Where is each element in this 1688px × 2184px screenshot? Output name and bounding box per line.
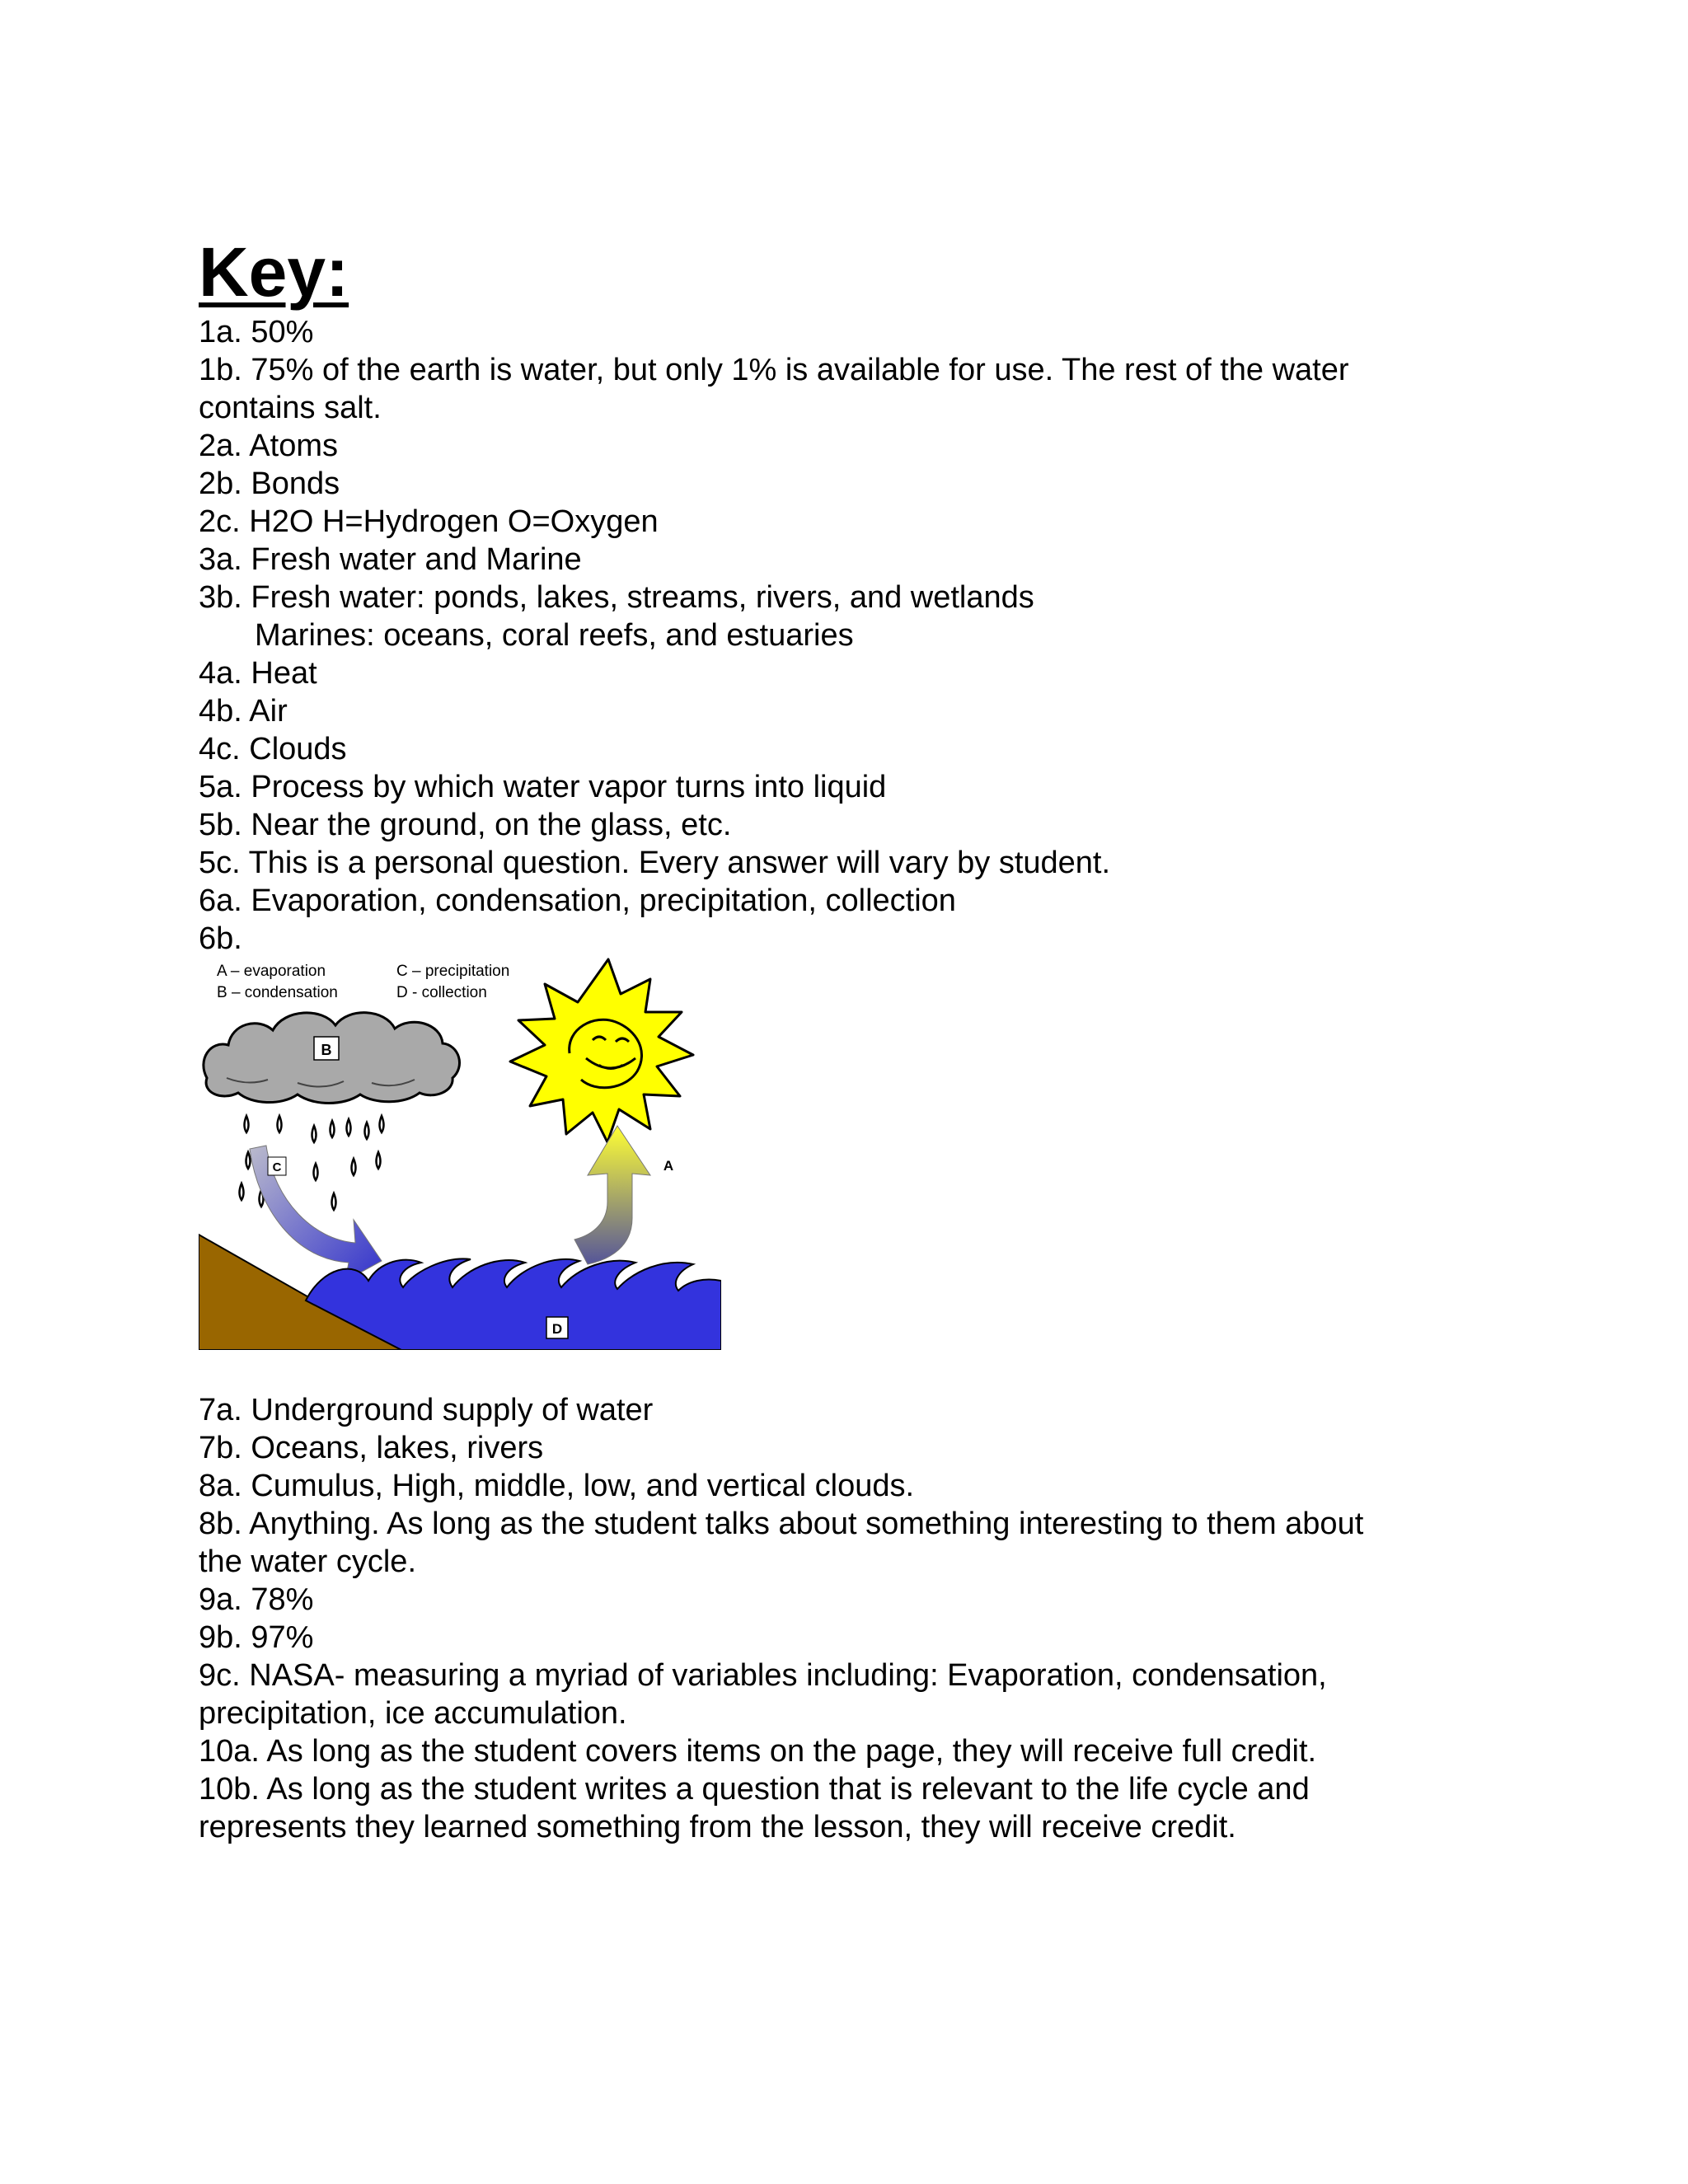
water-cycle-svg: [199, 954, 721, 1350]
key-title: Key:: [199, 233, 349, 311]
answer-10b: 10b. As long as the student writes a question that is relevant to the life cycle and: [199, 1772, 1310, 1807]
answer-10a: 10a. As long as the student covers items on the page, they will receive full credit.: [199, 1734, 1317, 1769]
answer-8b-cont: the water cycle.: [199, 1544, 416, 1579]
answer-5a: 5a. Process by which water vapor turns into liquid: [199, 770, 887, 804]
answers-top: [199, 313, 1484, 958]
label-d: D: [551, 1321, 563, 1337]
evaporation-arrow: [574, 1126, 673, 1264]
label-b: B: [321, 1042, 332, 1058]
answer-4b: 4b. Air: [199, 694, 288, 729]
answer-9c: 9c. NASA- measuring a myriad of variables including: Evaporation, condensation,: [199, 1658, 1327, 1693]
label-c: C: [272, 1160, 282, 1174]
answer-4c: 4c. Clouds: [199, 732, 347, 766]
answer-6a: 6a. Evaporation, condensation, precipitation, collection: [199, 883, 956, 918]
cloud-icon: [204, 1013, 460, 1104]
answer-9a: 9a. 78%: [199, 1582, 314, 1617]
answer-3a: 3a. Fresh water and Marine: [199, 542, 582, 577]
answer-4a: 4a. Heat: [199, 656, 317, 691]
answer-2c: 2c. H2O H=Hydrogen O=Oxygen: [199, 504, 659, 539]
answer-2b: 2b. Bonds: [199, 466, 340, 501]
answers-bottom: [199, 1391, 1484, 1846]
answer-10b-cont: represents they learned something from the lesson, they will receive credit.: [199, 1810, 1236, 1844]
answer-1a: 1a. 50%: [199, 315, 314, 349]
answer-9c-cont: precipitation, ice accumulation.: [199, 1696, 627, 1731]
answer-5b: 5b. Near the ground, on the glass, etc.: [199, 808, 732, 842]
answer-8a: 8a. Cumulus, High, middle, low, and vertical clouds.: [199, 1469, 915, 1503]
answer-5c: 5c. This is a personal question. Every answer will vary by student.: [199, 846, 1111, 880]
answer-2a: 2a. Atoms: [199, 429, 338, 463]
legend-precipitation: C – precipitation: [396, 963, 510, 980]
answer-9b: 9b. 97%: [199, 1620, 314, 1655]
answer-8b: 8b. Anything. As long as the student talks about something interesting to them about: [199, 1507, 1364, 1541]
answer-3b: 3b. Fresh water: ponds, lakes, streams, rivers, and wetlands: [199, 580, 1034, 615]
water-cycle-diagram: [199, 954, 721, 1350]
answer-1b: 1b. 75% of the earth is water, but only 1% is available for use. The rest of the water: [199, 353, 1349, 387]
answer-7a: 7a. Underground supply of water: [199, 1393, 654, 1427]
label-a: A: [663, 1158, 674, 1174]
answer-1b-cont: contains salt.: [199, 391, 382, 425]
legend-condensation: B – condensation: [217, 984, 338, 1001]
answer-7b: 7b. Oceans, lakes, rivers: [199, 1431, 544, 1465]
sun-icon: [510, 959, 693, 1142]
legend-evaporation: A – evaporation: [217, 963, 326, 980]
answer-6b: 6b.: [199, 921, 242, 956]
legend-collection: D - collection: [396, 984, 487, 1001]
answer-3b-cont: Marines: oceans, coral reefs, and estuaries: [255, 618, 854, 653]
